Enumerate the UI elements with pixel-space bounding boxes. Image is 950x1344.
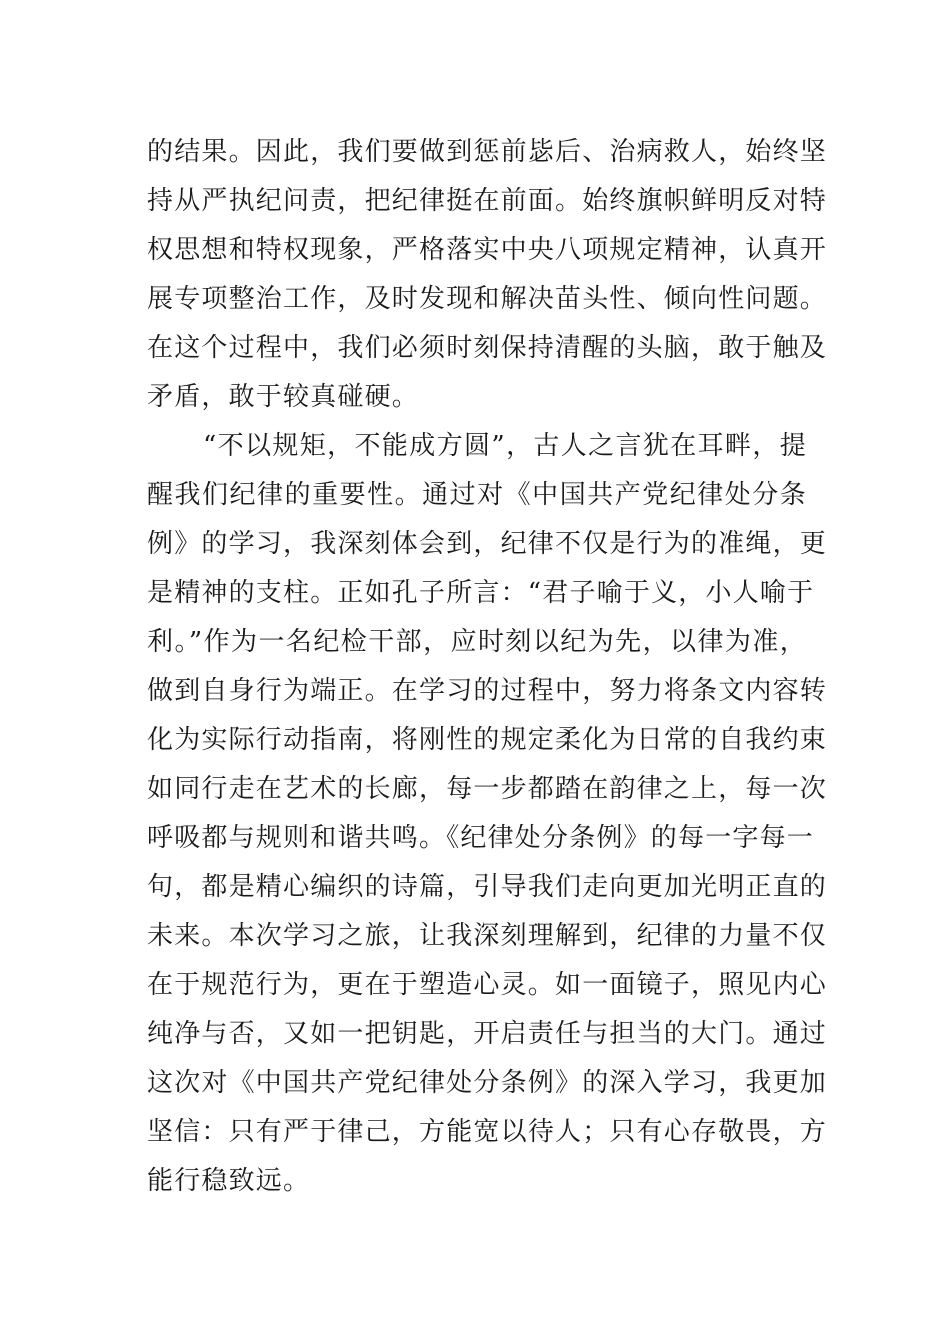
text-line: 展专项整治工作，及时发现和解决苗头性、倾向性问题。 — [147, 284, 828, 314]
text-line: 呼吸都与规则和谐共鸣。《纪律处分条例》的每一字每一 — [147, 823, 815, 853]
text-line: 在于规范行为，更在于塑造心灵。如一面镜子，照见内心 — [147, 970, 828, 1000]
text-line: 能行稳致远。 — [147, 1166, 311, 1196]
text-line: 是精神的支柱。正如孔子所言：“君子喻于义，小人喻于 — [147, 578, 815, 608]
body-text — [147, 128, 828, 1206]
text-line: 在这个过程中，我们必须时刻保持清醒的头脑，敢于触及 — [147, 333, 828, 363]
text-line: 例》的学习，我深刻体会到，纪律不仅是行为的准绳，更 — [147, 529, 828, 559]
text-line: 持从严执纪问责，把纪律挺在前面。始终旗帜鲜明反对特 — [147, 186, 828, 216]
text-line: 的结果。因此，我们要做到惩前毖后、治病救人，始终坚 — [147, 137, 828, 167]
text-line: 句，都是精心编织的诗篇，引导我们走向更加光明正直的 — [147, 872, 828, 902]
text-line: 这次对《中国共产党纪律处分条例》的深入学习，我更加 — [147, 1068, 828, 1098]
text-line: 未来。本次学习之旅，让我深刻理解到，纪律的力量不仅 — [147, 921, 828, 951]
text-line: 化为实际行动指南，将刚性的规定柔化为日常的自我约束 — [147, 725, 828, 755]
text-line: “不以规矩，不能成方圆”，古人之言犹在耳畔，提 — [203, 431, 807, 461]
paragraph-2 — [147, 422, 828, 1206]
text-line: 坚信：只有严于律己，方能宽以待人；只有心存敬畏，方 — [147, 1117, 828, 1147]
paragraph-1 — [147, 128, 828, 422]
text-line: 纯净与否，又如一把钥匙，开启责任与担当的大门。通过 — [147, 1019, 828, 1049]
text-line: 利。”作为一名纪检干部，应时刻以纪为先，以律为准， — [147, 627, 807, 657]
text-line: 做到自身行为端正。在学习的过程中，努力将条文内容转 — [147, 676, 828, 706]
text-line: 矛盾，敢于较真碰硬。 — [147, 382, 420, 412]
text-line: 如同行走在艺术的长廊，每一步都踏在韵律之上，每一次 — [147, 774, 828, 804]
text-line: 醒我们纪律的重要性。通过对《中国共产党纪律处分条 — [147, 480, 807, 510]
text-line: 权思想和特权现象，严格落实中央八项规定精神，认真开 — [147, 235, 828, 265]
